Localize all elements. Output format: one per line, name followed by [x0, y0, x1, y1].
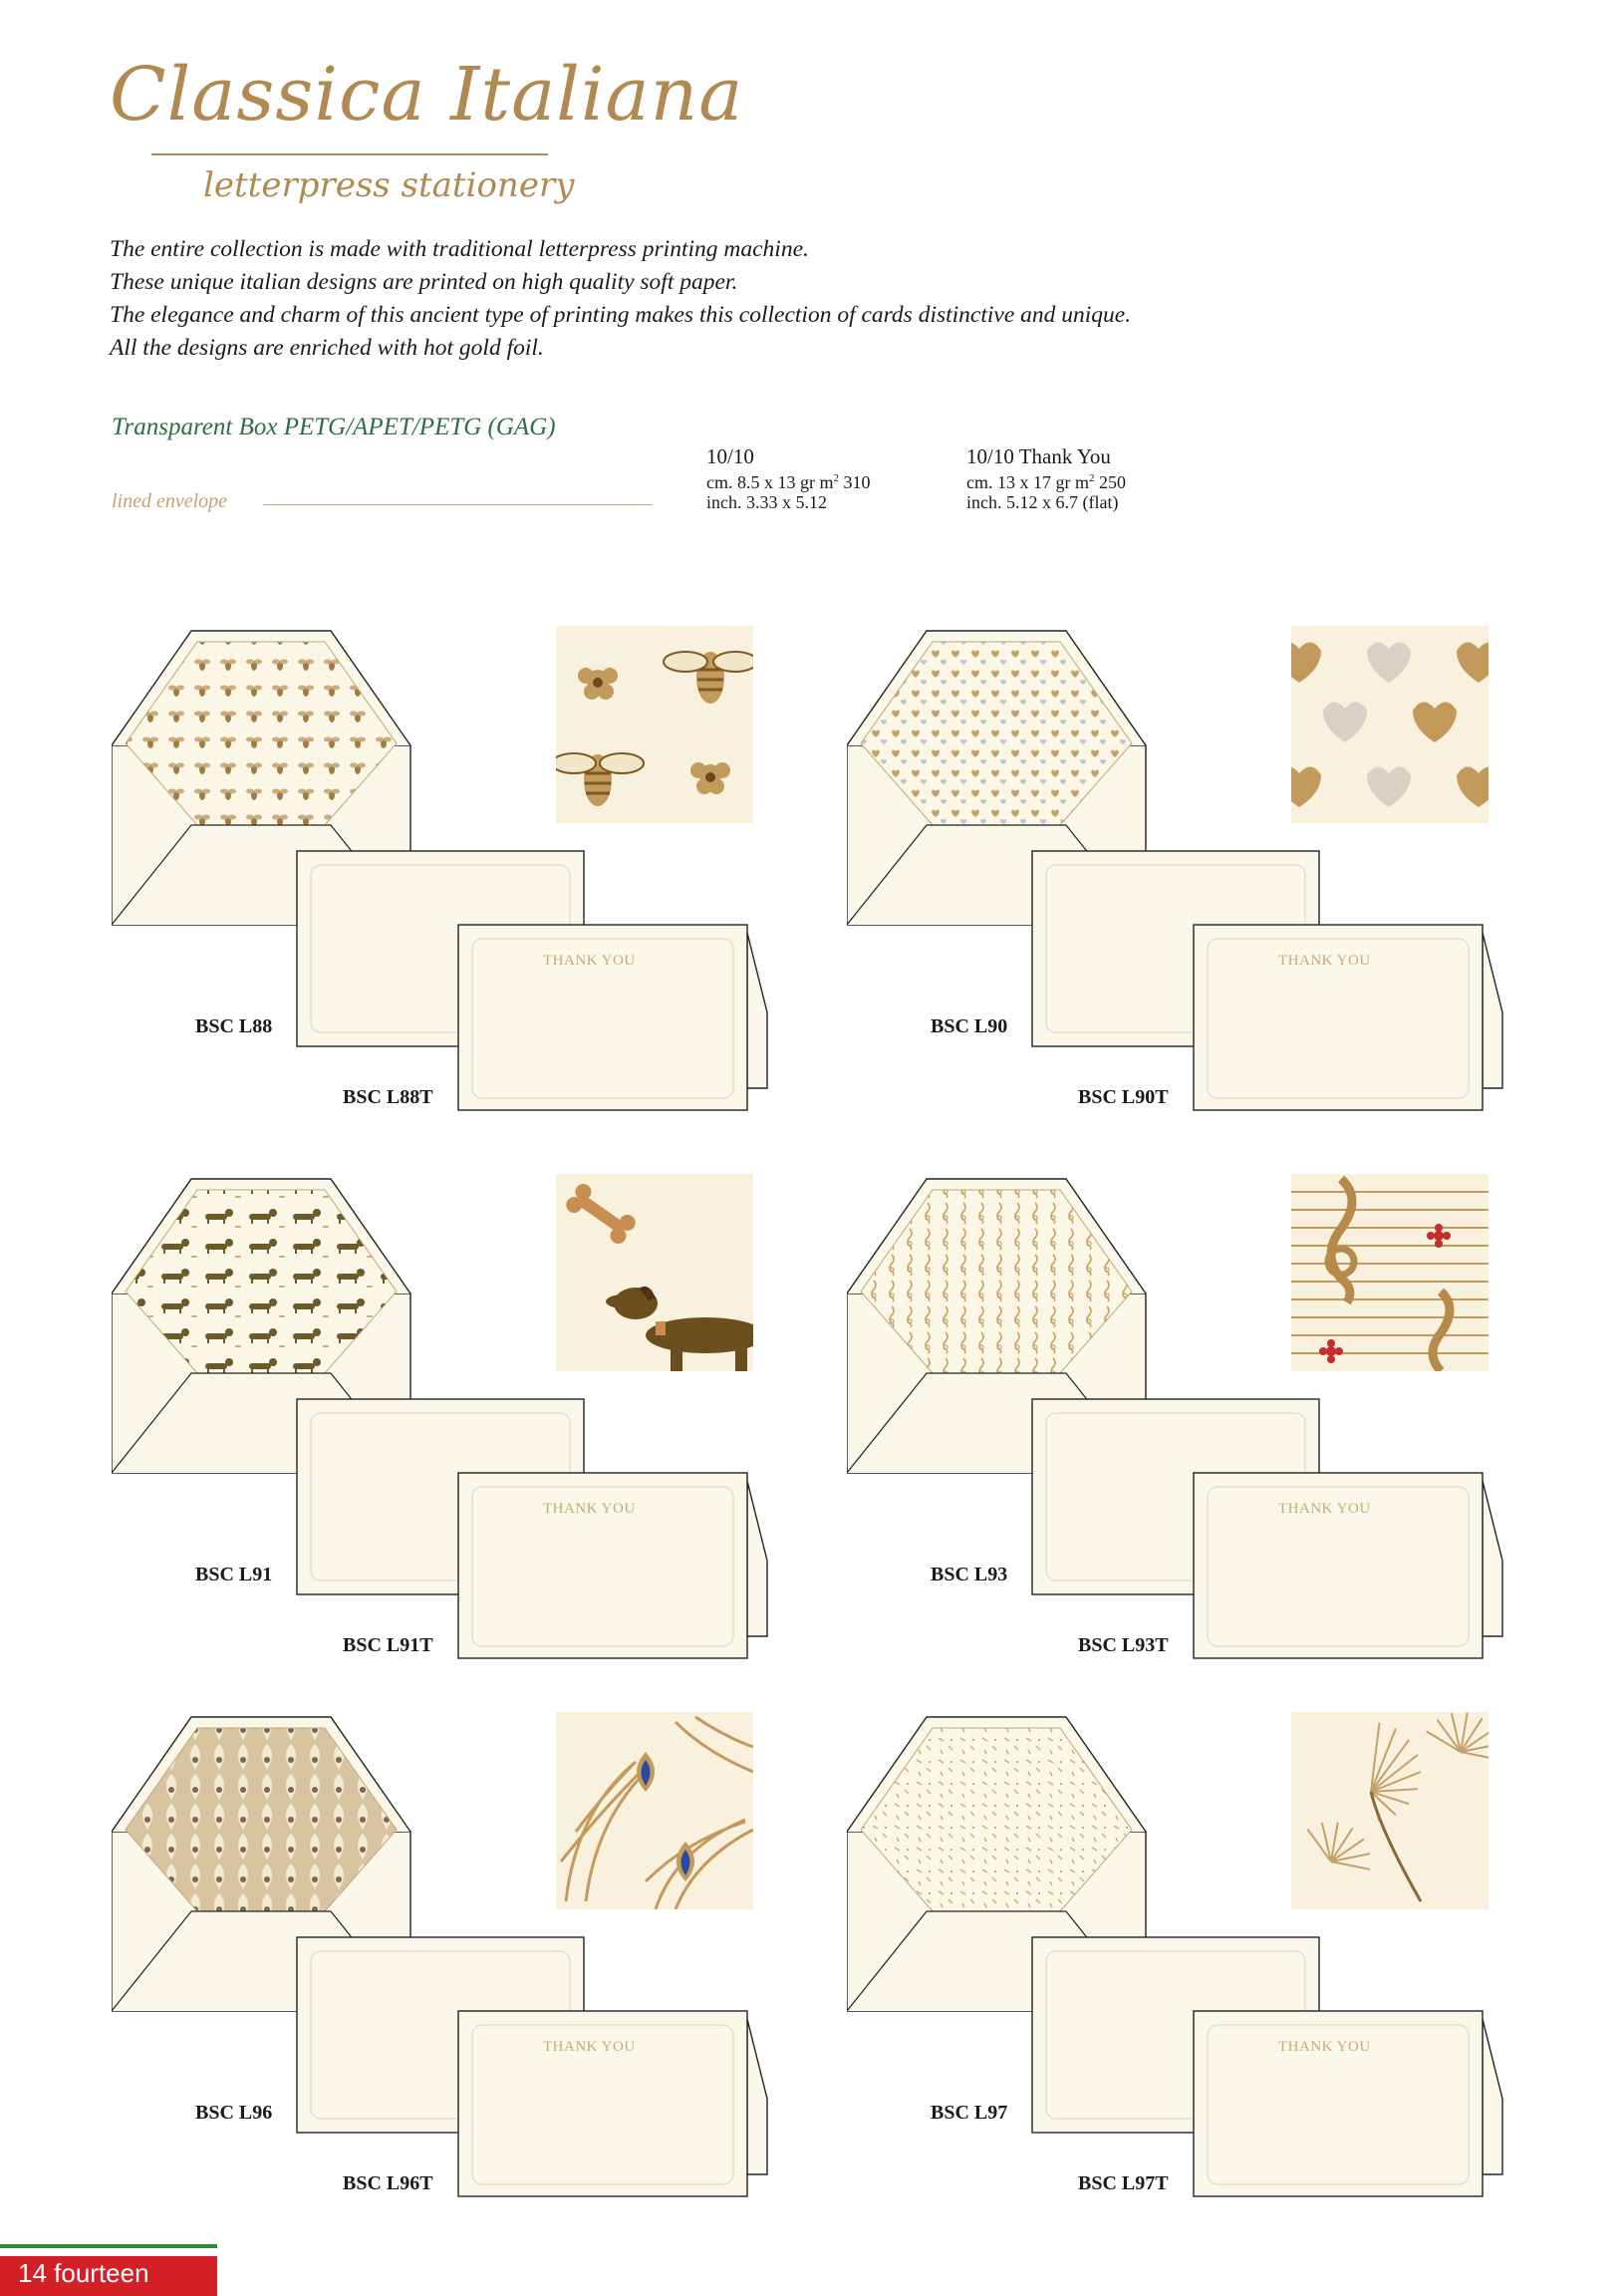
spec-cm: cm. 8.5 x 13 gr $m^2$ 310 — [706, 472, 871, 492]
spec-card — [706, 444, 871, 512]
box-title: Transparent Box PETG/APET/PETG (GAG) — [112, 414, 556, 440]
intro-line: The entire collection is made with traditional letterpress printing machine. — [110, 236, 809, 262]
product-group — [847, 1712, 1544, 2230]
product-code: BSC L93 — [931, 1564, 1008, 1585]
product-code: BSC L97 — [931, 2102, 1008, 2124]
thank-you-text: THANK YOU — [1278, 953, 1371, 969]
spec-inch: inch. 3.33 x 5.12 — [706, 492, 827, 512]
page-number: 14 fourteen — [18, 2258, 149, 2288]
spec-inch: inch. 5.12 x 6.7 (flat) — [966, 492, 1119, 512]
product-code-thankyou: BSC L91T — [343, 1634, 433, 1656]
product-code: BSC L90 — [931, 1015, 1008, 1037]
thank-you-text: THANK YOU — [1278, 1501, 1371, 1517]
brand-rule — [151, 153, 548, 155]
intro-text — [110, 233, 1131, 365]
product-code: BSC L91 — [195, 1564, 273, 1585]
product-group — [112, 1174, 809, 1692]
dandelion-icon — [1291, 1712, 1488, 1909]
treble-clef-icon — [1291, 1174, 1488, 1371]
product-code: BSC L96 — [195, 2102, 273, 2124]
product-group — [847, 1174, 1544, 1692]
spec-heading: 10/10 — [706, 444, 754, 468]
peacock-feather-icon — [556, 1712, 753, 1909]
lined-envelope-label: lined envelope — [112, 490, 228, 512]
lined-envelope-rule — [263, 504, 652, 505]
dachshund-icon — [556, 1174, 753, 1371]
footer-tricolor — [0, 2244, 217, 2252]
product-code-thankyou: BSC L97T — [1078, 2172, 1169, 2194]
product-code-thankyou: BSC L88T — [343, 1086, 433, 1108]
product-group — [112, 626, 809, 1144]
intro-line: The elegance and charm of this ancient type of printing makes this collection of cards distinctive and unique. — [110, 302, 1132, 328]
product-code: BSC L88 — [195, 1015, 273, 1037]
brand-subtitle: letterpress stationery — [203, 165, 575, 205]
spec-thankyou — [966, 444, 1126, 512]
spec-heading: 10/10 Thank You — [966, 444, 1111, 468]
intro-line: These unique italian designs are printed on high quality soft paper. — [110, 269, 738, 295]
bee-icon — [556, 626, 753, 823]
product-code-thankyou: BSC L93T — [1078, 1634, 1169, 1656]
intro-line: All the designs are enriched with hot gold foil. — [110, 335, 544, 361]
thank-you-text: THANK YOU — [543, 2039, 636, 2055]
heart-icon — [1291, 626, 1488, 823]
thank-you-text: THANK YOU — [543, 953, 636, 969]
product-code-thankyou: BSC L90T — [1078, 1086, 1169, 1108]
thank-you-text: THANK YOU — [1278, 2039, 1371, 2055]
product-code-thankyou: BSC L96T — [343, 2172, 433, 2194]
product-group — [847, 626, 1544, 1144]
brand-title: Classica Italiana — [110, 52, 744, 138]
product-group — [112, 1712, 809, 2230]
spec-cm: cm. 13 x 17 gr $m^2$ 250 — [966, 472, 1126, 492]
thank-you-text: THANK YOU — [543, 1501, 636, 1517]
